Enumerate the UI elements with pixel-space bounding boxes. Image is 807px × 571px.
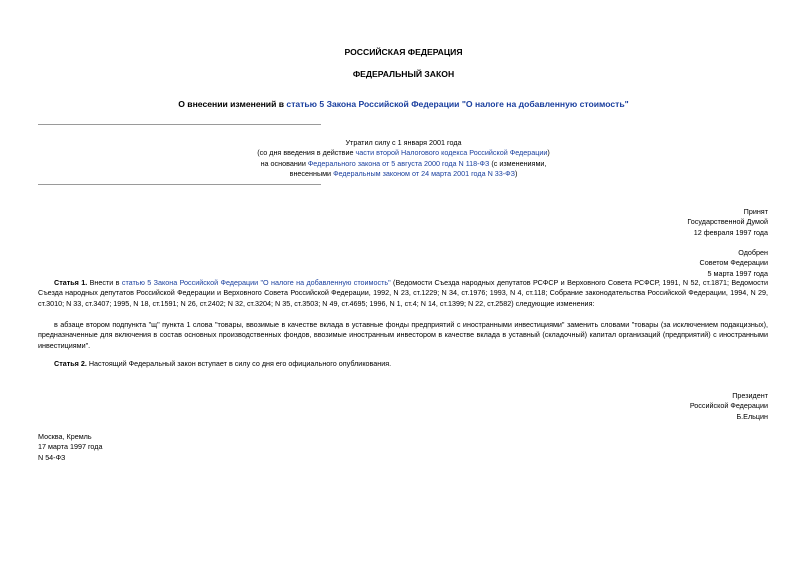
law-33-link[interactable]: Федеральным законом от 24 марта 2001 года N 33-ФЗ <box>333 169 515 179</box>
council-status: Одобрен <box>738 248 768 257</box>
status-bottom-rule <box>38 184 321 185</box>
law-118-link[interactable]: Федерального закона от 5 августа 2000 года N 118-ФЗ <box>307 158 490 168</box>
council-date: 5 марта 1997 года <box>707 268 768 278</box>
article-2-text: Настоящий Федеральный закон вступает в силу со дня его официального опубликования. <box>86 359 392 368</box>
article-1-intro-post: (Ведомости Съезда народных депутатов РСФСР и Верховного Совета РСФСР, 1991, N 52, ст.1871; Ведомости Съезда народных депутатов Российской Федерации и Верховного Совета Российской Федерации, 1992, N 23, ст.1229; N 34, ст.1976; 1993, N 4, ст.118; Собрание законодательства Российской Федерации, 1994, N 29, ст.3010; N 33, ст.3407; 1995, N 18, ст.1591; N 26, ст.2402; N 32, ст.3204; N 35, ст.3503; N 49, ст.4695; 1996, N 1, ст.4; N 14, ст.1399; N 22, ст.2582) следующие изменения: <box>38 278 768 308</box>
status-line-3-post: (с изменениями, <box>489 158 547 168</box>
country-heading: РОССИЙСКАЯ ФЕДЕРАЦИЯ <box>344 47 463 57</box>
signing-place: Москва, Кремль <box>38 432 92 441</box>
signature-block <box>560 391 768 422</box>
status-line-4-pre: внесенными <box>289 169 334 179</box>
status-line-2 <box>150 148 657 158</box>
article-1-change: в абзаце втором подпункта "щ" пункта 1 слова "товары, ввозимые в качестве вклада в уставные фонды предприятий с иностранными инвестициями" заменить словами "товары (за исключением подакцизных), предназначенные для включения в состав основных производственных фондов, ввозимые иностранным инвестором в качестве вклада в уставный (складочный) капитал организаций (предприятий) с иностранными инвестициями". <box>38 320 768 350</box>
article-1-intro-pre: Внести в <box>87 278 122 287</box>
article-2-paragraph <box>38 359 768 369</box>
signature-country: Российской Федерации <box>689 401 768 411</box>
status-line-4 <box>150 169 657 179</box>
status-note <box>150 138 657 180</box>
status-line-2-pre: (со дня введения в действие <box>257 148 356 158</box>
council-body: Советом Федерации <box>699 258 768 268</box>
duma-status: Принят <box>743 207 768 216</box>
article-1-paragraph <box>38 278 768 309</box>
status-line-2-post: ) <box>547 148 550 158</box>
signing-date: 17 марта 1997 года <box>38 442 103 452</box>
law-number: N 54-ФЗ <box>38 452 66 462</box>
signature-position: Президент <box>732 391 768 400</box>
duma-date: 12 февраля 1997 года <box>693 227 768 237</box>
law-type-heading: ФЕДЕРАЛЬНЫЙ ЗАКОН <box>352 69 455 79</box>
signing-details <box>38 432 238 463</box>
law-title-prefix: О внесении изменений в <box>178 99 287 109</box>
status-line-3-pre: на основании <box>260 158 308 168</box>
signature-name: Б.Ельцин <box>736 411 768 421</box>
status-line-3 <box>150 159 657 169</box>
tax-code-link[interactable]: части второй Налогового кодекса Российской Федерации <box>355 148 548 158</box>
law-title-link[interactable]: статью 5 Закона Российской Федерации "О налоге на добавленную стоимость" <box>286 99 629 109</box>
article-1-law-link[interactable]: статью 5 Закона Российской Федерации "О налоге на добавленную стоимость" <box>121 278 391 287</box>
council-approval <box>560 248 768 279</box>
duma-body: Государственной Думой <box>687 217 768 227</box>
status-line-4-post: ) <box>514 169 518 179</box>
duma-adoption <box>560 207 768 238</box>
article-1-label: Статья 1. <box>54 278 88 287</box>
law-title <box>0 99 807 109</box>
status-top-rule <box>38 124 321 125</box>
status-line-1: Утратил силу с 1 января 2001 года <box>345 138 462 147</box>
article-2-label: Статья 2. <box>54 359 87 368</box>
